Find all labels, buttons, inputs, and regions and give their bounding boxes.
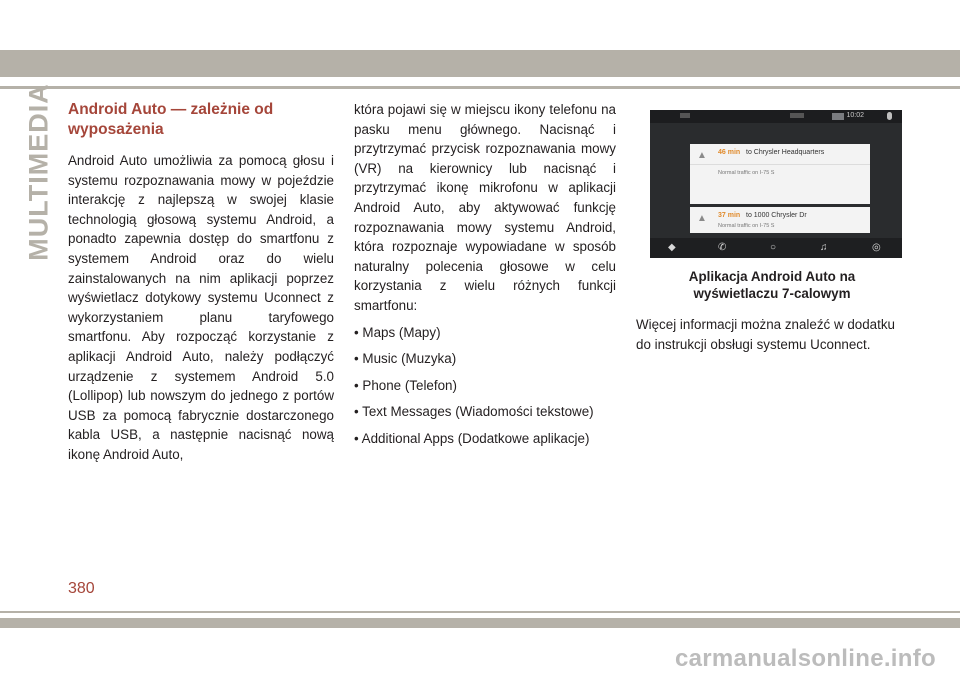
instructions-paragraph: która pojawi się w miejscu ikony telefonu na pasku menu głównego. Nacisnąć i przytrzymać przycisk rozpoznawania mowy (VR) na kierownicy lub nacisnąć i przytrzymać ikonę mikrofonu w aplikacji Android Auto, aby aktywować funkcję rozpoznawania mowy systemu Android, która rozpoznaje wypowiadane w sposób naturalny polecenia głosowe w celu korzystania z wielu różnych funkcji smartfonu: [354, 102, 616, 313]
bullet-additional-apps: • Additional Apps (Dodatkowe aplikacje) [354, 430, 590, 446]
status-bar [650, 110, 902, 123]
direction-arrow-icon: ▲ [697, 213, 707, 224]
android-auto-screenshot [650, 110, 902, 258]
bullet-phone: • Phone (Telefon) [354, 377, 457, 393]
more-info-paragraph: Więcej informacji można znaleźć w dodatku do instrukcji obsługi systemu Uconnect. [636, 317, 895, 352]
figure-caption-line2: wyświetlaczu 7-calowym [693, 286, 851, 301]
microphone-icon [887, 112, 892, 120]
exit-icon: ◎ [872, 242, 881, 253]
side-tab-label: MULTIMEDIA [23, 83, 54, 261]
route-traffic: Normal traffic on I-75 S [718, 170, 775, 176]
android-nav-bar [650, 238, 902, 258]
intro-paragraph: Android Auto umożliwia za pomocą głosu i systemu rozpoznawania mowy w pojeździe interakcję z najlepszą w swojej klasie technologią głosową systemu Android, a ponadto zapewnia dostęp do smartfonu z systemem Android oraz do wielu zainstalowanych na nim aplikacji poprzez wyświetlacz dotykowy systemu Uconnect z wykorzystaniem planu taryfowego smartfonu. Aby rozpocząć korzystanie z aplikacji Android Auto, należy podłączyć urządzenie z systemem Android 5.0 (Lollipop) lub nowszym do jednego z portów USB za pomocą fabrycznie dostarczonego kabla USB, a następnie nacisnąć nową ikonę Android Auto, [68, 153, 334, 462]
page-number: 380 [68, 580, 95, 597]
header-band [0, 50, 960, 77]
status-indicator [680, 113, 690, 118]
header-rule [0, 86, 960, 89]
section-heading [68, 100, 334, 140]
bullet-maps: • Maps (Mapy) [354, 324, 441, 340]
status-indicator [790, 113, 804, 118]
route-traffic: Normal traffic on I-75 S [718, 223, 775, 229]
route-destination: to 1000 Chrysler Dr [746, 212, 807, 219]
route-time: 37 min [718, 212, 741, 219]
status-clock: 10:02 [846, 112, 864, 119]
column-right [636, 110, 908, 354]
column-left [68, 100, 334, 465]
watermark: carmanualsonline.info [674, 645, 936, 672]
home-icon: ○ [770, 242, 777, 253]
route-destination: to Chrysler Headquarters [746, 149, 825, 156]
phone-icon: ✆ [718, 242, 727, 253]
route-card [690, 207, 870, 233]
column-middle [354, 100, 616, 449]
bullet-text-messages: • Text Messages (Wiadomości tekstowe) [354, 404, 594, 420]
bullet-music: • Music (Muzyka) [354, 351, 457, 367]
section-heading-line2: wyposażenia [68, 121, 164, 138]
card-divider [690, 164, 870, 165]
route-card [690, 144, 870, 204]
section-heading-line1: Android Auto — zależnie od [68, 101, 274, 118]
side-tab [23, 83, 54, 261]
route-time: 46 min [718, 149, 741, 156]
direction-arrow-icon: ▲ [697, 150, 707, 161]
figure-caption [636, 268, 908, 302]
headphones-icon: ♫ [820, 242, 828, 253]
navigation-icon: ◆ [668, 242, 676, 253]
footer-rule [0, 611, 960, 613]
footer-band [0, 618, 960, 628]
signal-icon [832, 113, 844, 120]
figure-caption-line1: Aplikacja Android Auto na [688, 269, 856, 284]
